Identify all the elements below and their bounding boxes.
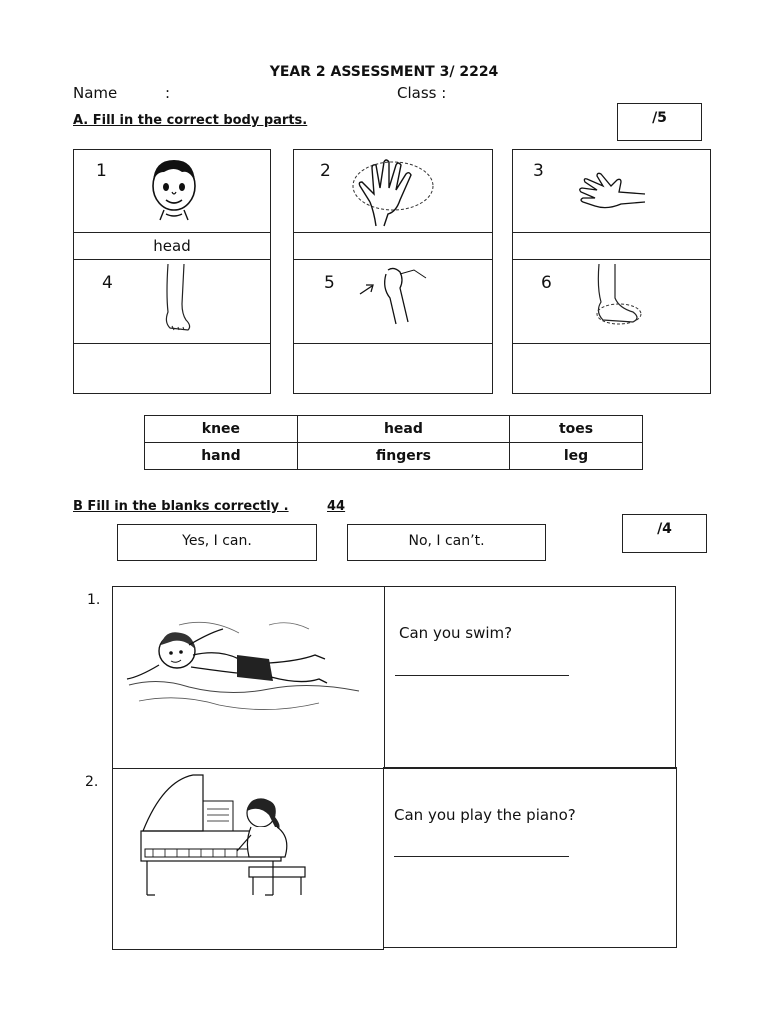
word-knee: knee	[145, 416, 298, 443]
question-1-text: Can you swim?	[399, 624, 513, 642]
section-b-score-box: /4	[622, 514, 707, 553]
divider	[513, 343, 710, 344]
word-fingers: fingers	[297, 443, 509, 470]
toes-icon	[589, 264, 649, 328]
class-label: Class :	[397, 84, 447, 102]
item-number: 4	[102, 273, 113, 293]
divider	[74, 343, 270, 344]
word-toes: toes	[510, 416, 643, 443]
face-icon	[146, 156, 202, 222]
leg-icon	[154, 264, 204, 332]
item-number: 3	[533, 161, 544, 181]
item-5-card	[293, 259, 493, 394]
question-2-number: 2.	[85, 774, 99, 790]
page-title: YEAR 2 ASSESSMENT 3/ 2224	[269, 64, 499, 80]
section-a-heading: A. Fill in the correct body parts.	[73, 113, 308, 128]
question-2-answer-box	[383, 767, 677, 948]
item-number: 1	[96, 161, 107, 181]
divider	[513, 232, 710, 233]
item-number: 5	[324, 273, 335, 293]
name-label: Name	[73, 84, 118, 102]
question-2-answer-line[interactable]	[394, 856, 569, 857]
section-a-score-box: /5	[617, 103, 702, 141]
item-number: 6	[541, 273, 552, 293]
word-bank-table	[144, 415, 643, 470]
word-hand: hand	[145, 443, 298, 470]
item-1-answer[interactable]: head	[153, 237, 191, 255]
swimming-boy-icon	[119, 605, 379, 725]
section-b-heading: B Fill in the blanks correctly .	[73, 499, 289, 514]
word-leg: leg	[510, 443, 643, 470]
divider	[294, 343, 492, 344]
knee-icon	[356, 264, 436, 328]
divider	[294, 232, 492, 233]
hand-icon	[577, 168, 647, 216]
choice-no[interactable]: No, I can’t.	[347, 524, 546, 561]
name-colon: :	[165, 84, 171, 102]
fingers-icon	[348, 156, 438, 228]
item-number: 2	[320, 161, 331, 181]
question-2-picture-box	[112, 768, 384, 950]
word-bank-row	[145, 416, 643, 443]
question-1-answer-line[interactable]	[395, 675, 569, 676]
question-1-answer-box	[384, 586, 676, 769]
item-3-card	[512, 149, 711, 260]
item-1-card	[73, 149, 271, 260]
question-1-picture-box	[112, 586, 385, 769]
choice-yes[interactable]: Yes, I can.	[117, 524, 317, 561]
section-b-heading-extra: 44	[327, 499, 346, 514]
word-bank-row	[145, 443, 643, 470]
question-2-text: Can you play the piano?	[394, 806, 576, 824]
item-4-card	[73, 259, 271, 394]
item-2-card	[293, 149, 493, 260]
word-head: head	[297, 416, 509, 443]
question-1-number: 1.	[87, 592, 101, 608]
piano-girl-icon	[133, 771, 363, 901]
item-6-card	[512, 259, 711, 394]
